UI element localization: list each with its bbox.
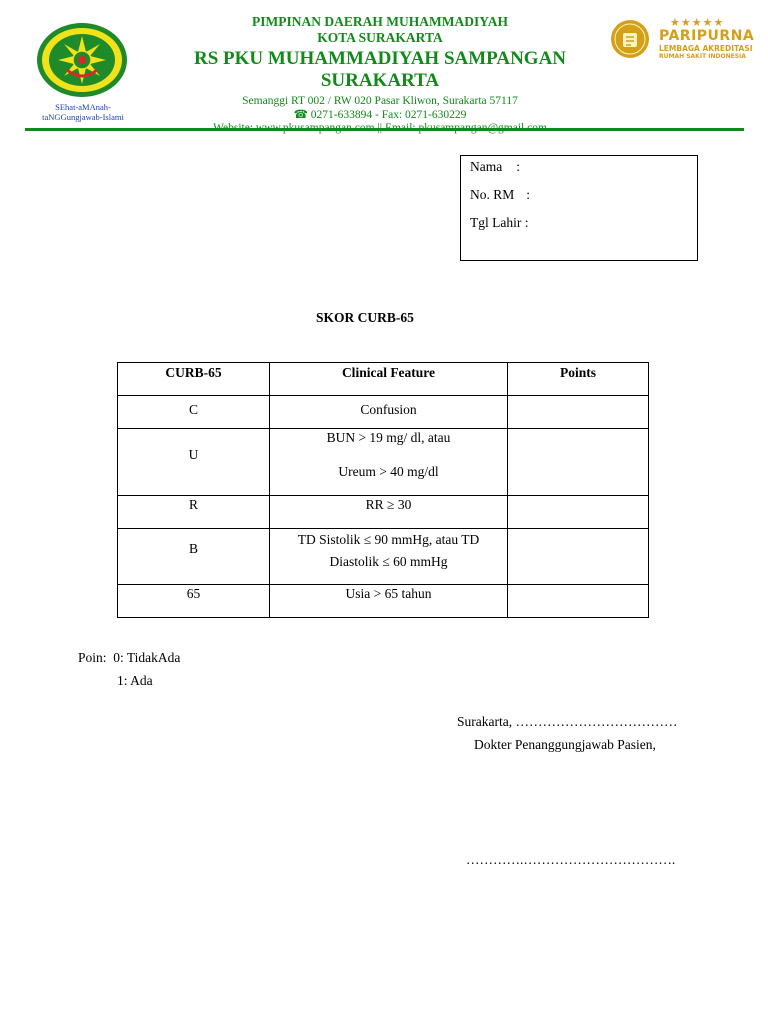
- patient-rm-field[interactable]: [470, 187, 530, 203]
- accreditation-sub2: RUMAH SAKIT INDONESIA: [659, 53, 746, 60]
- row-code: 65: [186, 586, 201, 601]
- row-feature: Confusion: [360, 402, 417, 417]
- table-row: [118, 396, 649, 429]
- header-clinical-feature: Clinical Feature: [270, 363, 508, 396]
- letterhead: [170, 14, 590, 136]
- accreditation-name: PARIPURNA: [659, 28, 755, 44]
- dob-label: Tgl Lahir :: [470, 215, 529, 230]
- row-code: B: [188, 541, 198, 556]
- motto-line-1: SEhat-aMAnah-: [55, 102, 111, 112]
- star-rating-icon: ★★★★★: [670, 16, 725, 29]
- patient-identity-box: [460, 155, 698, 261]
- table-row: [118, 429, 649, 496]
- points-cell[interactable]: [508, 496, 649, 529]
- row-feature-line2: Diastolik ≤ 60 mmHg: [329, 554, 448, 569]
- org-name: PIMPINAN DAERAH MUHAMMADIYAH: [252, 14, 508, 29]
- points-value: [508, 429, 648, 434]
- row-code-cell: [118, 585, 270, 618]
- hospital-motto: [28, 102, 138, 122]
- rm-colon: :: [526, 187, 531, 202]
- points-value: [508, 496, 648, 501]
- name-colon: :: [516, 159, 520, 174]
- hospital-city: SURAKARTA: [320, 70, 440, 91]
- row-feature-line1: TD Sistolik ≤ 90 mmHg, atau TD: [297, 532, 480, 547]
- hospital-address: Semanggi RT 002 / RW 020 Pasar Kliwon, Surakarta 57117: [242, 95, 518, 107]
- row-feature-cell: [270, 396, 508, 429]
- patient-name-field[interactable]: [470, 159, 520, 175]
- row-feature-cell: [270, 529, 508, 585]
- hospital-phone: ☎ 0271-633894 - Fax: 0271-630229: [293, 108, 467, 121]
- accreditation-sub1: LEMBAGA AKREDITASI: [659, 44, 753, 53]
- row-feature-line2: Ureum > 40 mg/dl: [338, 464, 439, 479]
- row-feature: RR ≥ 30: [365, 497, 412, 512]
- hospital-name: RS PKU MUHAMMADIYAH SAMPANGAN: [193, 48, 567, 69]
- points-value: [508, 529, 648, 534]
- row-feature-line1: BUN > 19 mg/ dl, atau: [326, 430, 451, 445]
- patient-dob-field[interactable]: [470, 215, 528, 231]
- row-code-cell: [118, 396, 270, 429]
- table-row: [118, 529, 649, 585]
- row-code: U: [188, 447, 199, 462]
- name-label: Nama: [470, 159, 503, 174]
- points-cell[interactable]: [508, 429, 649, 496]
- points-legend: [78, 646, 180, 692]
- org-city: KOTA SURAKARTA: [317, 30, 443, 45]
- doctor-title: Dokter Penanggungjawab Pasien,: [474, 737, 656, 752]
- row-feature-cell: [270, 585, 508, 618]
- muhammadiyah-logo: [36, 22, 128, 98]
- table-header-row: [118, 363, 649, 396]
- points-cell[interactable]: [508, 585, 649, 618]
- motto-line-2: taNGGungjawab-Islami: [42, 112, 124, 122]
- page-title: SKOR CURB-65: [316, 310, 414, 325]
- points-value: [508, 585, 648, 590]
- row-code-cell: [118, 529, 270, 585]
- row-feature-cell: [270, 496, 508, 529]
- curb65-table: [117, 362, 649, 618]
- legend-line-2: 1: Ada: [117, 673, 153, 688]
- row-feature: Usia > 65 tahun: [345, 586, 432, 601]
- points-value: [508, 396, 648, 401]
- points-cell[interactable]: [508, 396, 649, 429]
- legend-line-1: Poin: 0: TidakAda: [78, 650, 181, 665]
- row-code: C: [188, 402, 198, 417]
- place-date-field[interactable]: Surakarta, ………………………………: [457, 714, 678, 729]
- table-row: [118, 496, 649, 529]
- points-cell[interactable]: [508, 529, 649, 585]
- header-divider: [25, 128, 744, 131]
- larsi-badge-icon: [608, 19, 652, 59]
- table-row: [118, 585, 649, 618]
- row-code-cell: [118, 496, 270, 529]
- accreditation-logo: [606, 16, 756, 60]
- rm-label: No. RM: [470, 187, 515, 202]
- row-code: R: [188, 497, 198, 512]
- header-curb65: CURB-65: [118, 363, 270, 396]
- signature-line[interactable]: ………….…………………………….: [466, 852, 676, 867]
- header-points: Points: [508, 363, 649, 396]
- row-code-cell: [118, 429, 270, 496]
- row-feature-cell: [270, 429, 508, 496]
